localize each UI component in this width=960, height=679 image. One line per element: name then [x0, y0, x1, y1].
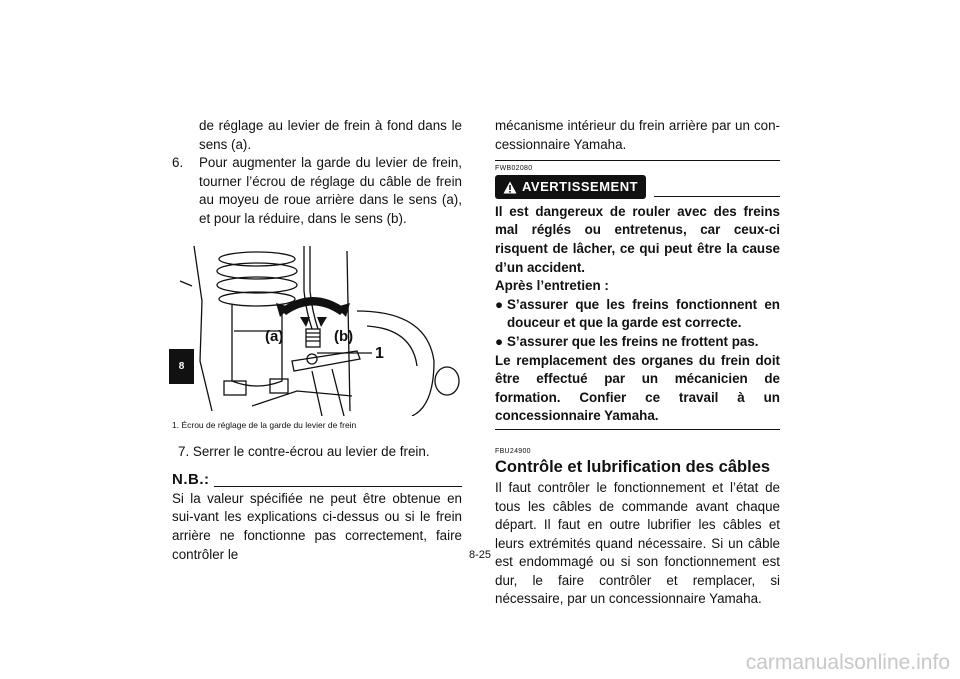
- note-rule: [214, 486, 463, 487]
- warning-bottom-rule: [495, 429, 780, 430]
- step-7: 7. Serrer le contre-écrou au levier de frein.: [178, 443, 430, 459]
- warning-heading-rule: [654, 196, 780, 197]
- warning-label: AVERTISSEMENT: [522, 179, 639, 195]
- bullet-dot-icon: ●: [495, 333, 504, 349]
- chapter-tab: 8: [169, 349, 194, 384]
- figure-label-b: (b): [334, 327, 354, 345]
- warning-after: Après l’entretien :: [495, 278, 609, 294]
- warning-triangle-icon: [503, 181, 517, 194]
- warning-badge: [495, 175, 646, 199]
- figure-label-1: 1: [375, 344, 384, 362]
- note-heading: [172, 471, 462, 490]
- right-column: [495, 117, 780, 609]
- warning-bullet-2: [495, 333, 780, 352]
- step-6: [172, 154, 462, 228]
- warning-code: FWB02080: [495, 165, 533, 173]
- brake-adjuster-figure: [172, 241, 462, 416]
- warning-heading: [495, 175, 780, 199]
- warning-intro: Il est dangereux de rouler avec des freins mal réglés ou entretenus, car ceux-ci risquent de lâcher, ce qui peut être la cause d’un accident.: [495, 203, 780, 275]
- step-6-number: 6.: [172, 155, 184, 171]
- watermark: carmanualsonline.info: [745, 651, 950, 674]
- page-number: 8-25: [468, 549, 492, 561]
- continuation-text: mécanisme intérieur du frein arrière par un con-cessionnaire Yamaha.: [495, 118, 780, 152]
- warning-top-rule: [495, 160, 780, 161]
- warning-bullet-2-text: S’assurer que les freins ne frottent pas.: [507, 333, 759, 349]
- warning-bullet-1: [495, 296, 780, 333]
- figure-label-a: (a): [265, 327, 284, 345]
- section-text: Il faut contrôler le fonctionnement et l’état de tous les câbles de commande avant chaque départ. Il faut en outre lubrifier les câbles et leurs extrémités quand nécessaire. Si un câble est endommagé ou si son fonctionnement est dur, le faire contrôler et remplacer, si nécessaire, par un concessionnaire Yamaha.: [495, 479, 780, 607]
- step-6-text: Pour augmenter la garde du levier de frein, tourner l’écrou de réglage du câble de frein au moyeu de roue arrière dans le sens (a), et pour la réduire, dans le sens (b).: [199, 155, 462, 226]
- note-text: Si la valeur spécifiée ne peut être obtenue en sui-vant les explications ci-dessus ou si le frein arrière ne fonctionne pas correctement, faire contrôler le: [172, 490, 462, 562]
- warning-end: Le remplacement des organes du frein doit être effectué par un mécanicien de formation. Confier ce travail à un concessionnaire Yamaha.: [495, 352, 780, 424]
- left-column: [172, 117, 462, 564]
- figure-caption: 1. Écrou de réglage de la garde du levier de frein: [172, 419, 357, 430]
- intro-line1: de réglage au levier de frein à fond dans le: [199, 118, 462, 133]
- bullet-dot-icon: ●: [495, 296, 504, 312]
- warning-bullet-1-text: S’assurer que les freins fonctionnent en douceur et que la garde est correcte.: [507, 296, 780, 331]
- brake-adjuster-illustration: [172, 241, 462, 416]
- section-title: Contrôle et lubrification des câbles: [495, 457, 771, 476]
- section-code: FBU24900: [495, 447, 531, 455]
- intro-line2: sens (a).: [199, 136, 252, 152]
- note-label: N.B.:: [172, 471, 210, 489]
